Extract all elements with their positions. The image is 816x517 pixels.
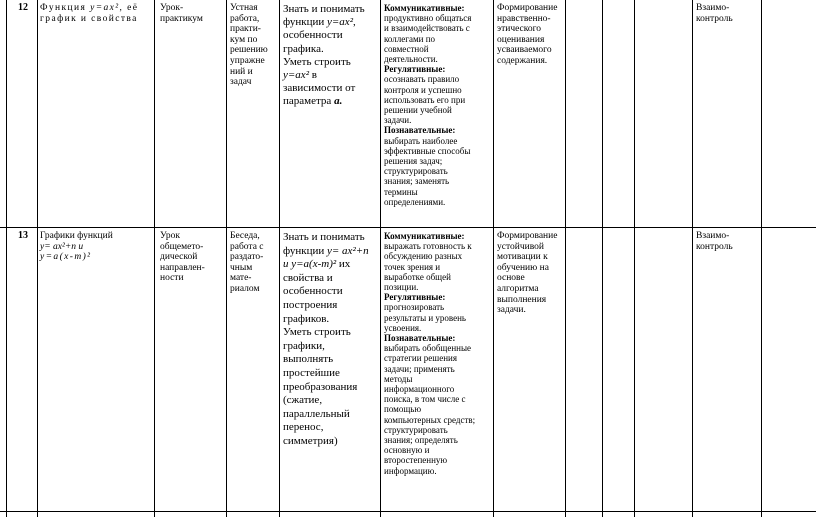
control-form: Взаимо- контроль: [696, 231, 733, 252]
uud-text: продуктивно общаться и взаимодействовать с коллегами по совместной деятельности.: [384, 13, 472, 65]
uud-title: Регулятивные:: [384, 64, 446, 75]
lesson-type: Урок общемето- дической направлен- ности: [160, 231, 205, 284]
knowledge-text: Знать и понимать функции: [283, 3, 365, 29]
grid-line: [37, 0, 38, 517]
uud-block: [384, 3, 492, 207]
control-form: Взаимо- контроль: [696, 3, 733, 24]
uud-text: прогнозировать результаты и уровень усвоения.: [384, 302, 467, 333]
uud-title: Коммуникативные:: [384, 231, 465, 241]
knowledge-formula: y= ax²+n и y=a(x-m)²: [283, 244, 369, 271]
uud-text: выражать готовность к обсуждению разных точек зрения и выработке общей позиции.: [384, 241, 472, 293]
topic-tail: , её график и свойства: [40, 3, 139, 24]
grid-line: [692, 0, 693, 517]
lesson-topic: [40, 3, 152, 24]
knowledge-text: , особенности графика. Уметь строить: [283, 16, 356, 68]
row-divider: [0, 227, 816, 228]
lesson-topic: [40, 231, 152, 263]
lesson-form: Устная работа, практи- кум по решению упражне ний и задач: [230, 3, 268, 88]
knowledge-text: их свойства и особенности построения графиков. Уметь строить графики, выполнять простейшие преобразования (сжатие, параллельный перенос, симметрия): [283, 258, 358, 447]
grid-line: [380, 0, 381, 517]
uud-title: Регулятивные:: [384, 292, 446, 303]
grid-line: [565, 0, 566, 517]
topic-formula: y=ax²: [90, 3, 120, 13]
topic-text: Функция: [40, 3, 91, 13]
grid-line: [761, 0, 762, 517]
grid-line: [154, 0, 155, 517]
grid-line: [279, 0, 280, 517]
uud-text: осознавать правило контроля и успешно использовать его при решении учебной задачи.: [384, 74, 466, 126]
personal-results: Формирование нравственно- этического оценивания усваиваемого содержания.: [497, 3, 558, 66]
uud-title: Коммуникативные:: [384, 3, 465, 13]
knowledge-text: в зависимости от параметра: [283, 69, 356, 108]
personal-results: Формирование устойчивой мотивации к обучению на основе алгоритма выполнения задачи.: [497, 231, 558, 316]
topic-formula: y=a(x-m)²: [40, 252, 92, 263]
uud-text: выбирать наиболее эффективные способы решения задач; структурировать знания; заменять термины определениями.: [384, 135, 471, 207]
knowledge-skills: [283, 3, 379, 109]
knowledge-formula: y=ax²: [283, 69, 309, 82]
lesson-type: Урок- практикум: [160, 3, 203, 24]
topic-formula: y= ax²+n и: [40, 241, 84, 252]
grid-line: [634, 0, 635, 517]
topic-title: Графики функций: [40, 231, 113, 241]
uud-block: [384, 231, 492, 476]
uud-text: выбирать обобщенные стратегии решения задачи; применять методы информационного поиска, в том числе с помощью компьютерных средств; структурировать знания; определять основную и второстепенную информацию.: [384, 343, 476, 476]
knowledge-formula: y=ax²: [327, 16, 353, 29]
knowledge-skills: [283, 231, 379, 449]
row-divider: [0, 511, 816, 512]
row-number: 13: [18, 230, 28, 241]
grid-line: [226, 0, 227, 517]
knowledge-param: a.: [334, 95, 343, 108]
uud-title: Познавательные:: [384, 125, 456, 136]
grid-line: [6, 0, 7, 517]
grid-line: [493, 0, 494, 517]
grid-line: [602, 0, 603, 517]
lesson-form: Беседа, работа с раздато- чным мате- риалом: [230, 231, 264, 294]
row-number: 12: [18, 2, 28, 13]
knowledge-text: Знать и понимать функции: [283, 231, 365, 257]
uud-title: Познавательные:: [384, 333, 456, 344]
